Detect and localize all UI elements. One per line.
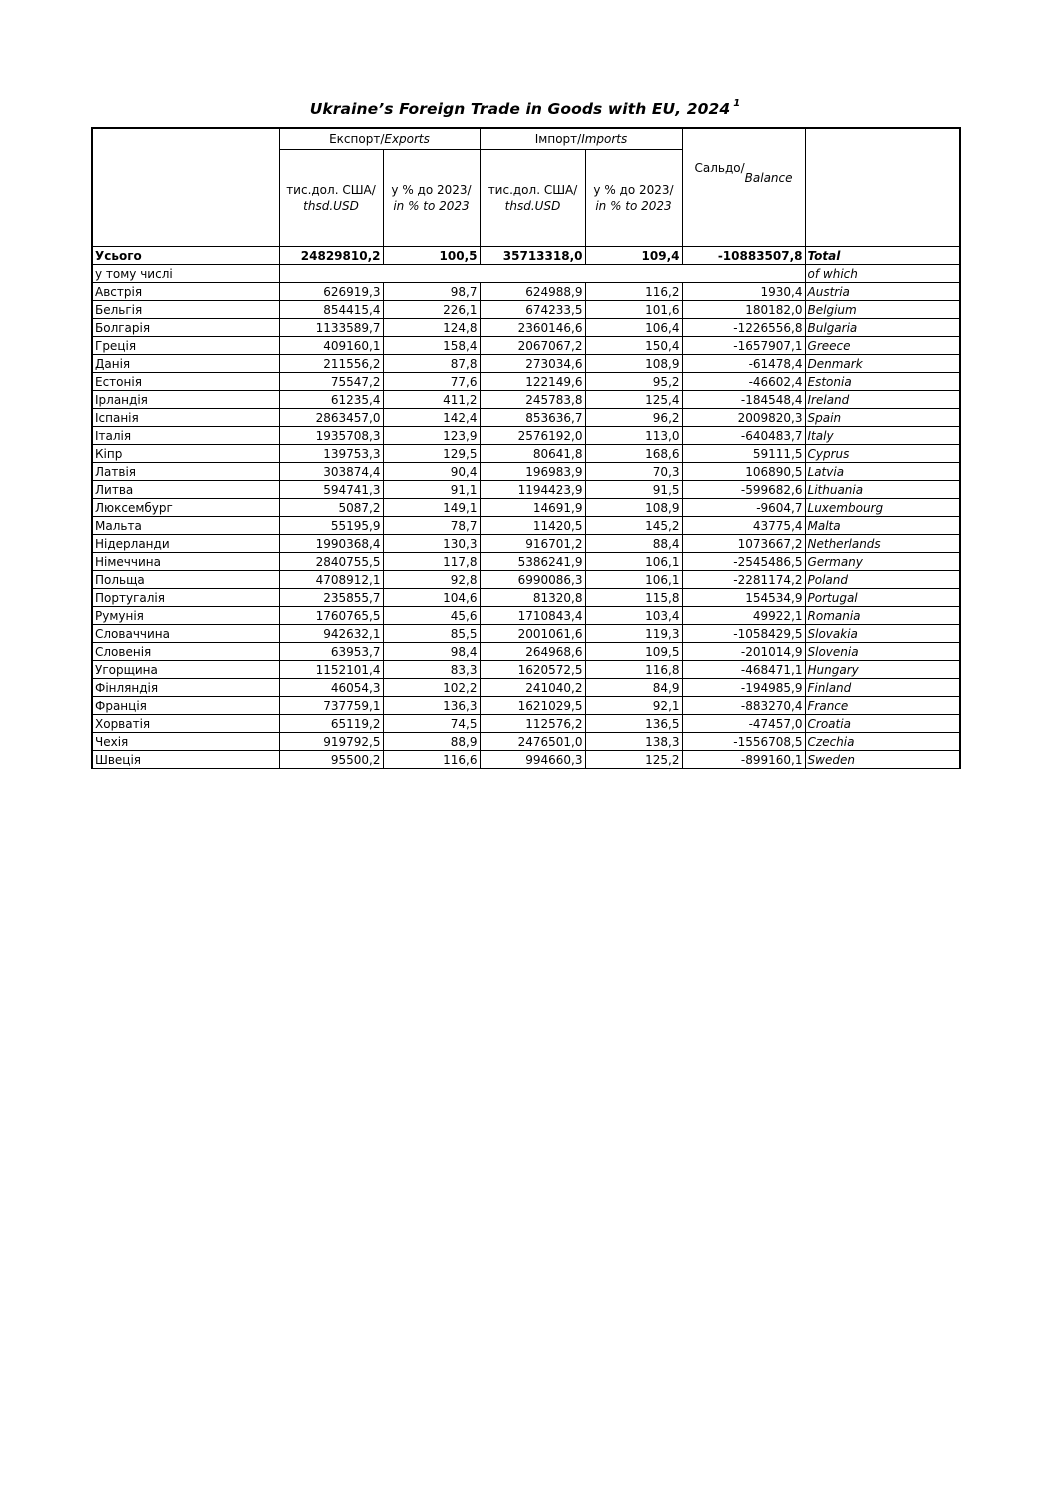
country-name-uk: Литва bbox=[92, 481, 279, 499]
export-usd: 61235,4 bbox=[279, 391, 383, 409]
export-usd: 65119,2 bbox=[279, 715, 383, 733]
page-title bbox=[91, 100, 959, 118]
table-row bbox=[92, 355, 960, 373]
import-usd: 994660,3 bbox=[480, 751, 585, 769]
header-export-usd-en: thsd.USD bbox=[303, 199, 359, 213]
table-row bbox=[92, 427, 960, 445]
table-row bbox=[92, 499, 960, 517]
balance: -2281174,2 bbox=[682, 571, 805, 589]
import-pct: 136,5 bbox=[585, 715, 682, 733]
export-usd: 854415,4 bbox=[279, 301, 383, 319]
country-name-en: Portugal bbox=[805, 589, 960, 607]
balance: -640483,7 bbox=[682, 427, 805, 445]
import-usd: 1621029,5 bbox=[480, 697, 585, 715]
table-row bbox=[92, 643, 960, 661]
country-name-uk: Хорватія bbox=[92, 715, 279, 733]
export-pct: 149,1 bbox=[383, 499, 480, 517]
export-usd: 63953,7 bbox=[279, 643, 383, 661]
table-row bbox=[92, 697, 960, 715]
country-name-en: Austria bbox=[805, 283, 960, 301]
table-row bbox=[92, 607, 960, 625]
import-pct: 125,4 bbox=[585, 391, 682, 409]
export-pct: 85,5 bbox=[383, 625, 480, 643]
import-usd: 1620572,5 bbox=[480, 661, 585, 679]
country-name-en: Spain bbox=[805, 409, 960, 427]
country-name-en: Greece bbox=[805, 337, 960, 355]
export-pct: 45,6 bbox=[383, 607, 480, 625]
country-name-en: Slovenia bbox=[805, 643, 960, 661]
country-name-en: Romania bbox=[805, 607, 960, 625]
country-name-uk: Франція bbox=[92, 697, 279, 715]
export-pct: 91,1 bbox=[383, 481, 480, 499]
export-pct: 116,6 bbox=[383, 751, 480, 769]
country-name-en: Estonia bbox=[805, 373, 960, 391]
balance: -883270,4 bbox=[682, 697, 805, 715]
balance: -1226556,8 bbox=[682, 319, 805, 337]
table-row bbox=[92, 661, 960, 679]
table-row bbox=[92, 625, 960, 643]
balance: -468471,1 bbox=[682, 661, 805, 679]
header-import-usd bbox=[480, 150, 585, 247]
country-name-uk: Нідерланди bbox=[92, 535, 279, 553]
import-pct: 116,2 bbox=[585, 283, 682, 301]
country-name-en: Finland bbox=[805, 679, 960, 697]
balance: -61478,4 bbox=[682, 355, 805, 373]
import-usd: 2067067,2 bbox=[480, 337, 585, 355]
import-usd: 674233,5 bbox=[480, 301, 585, 319]
header-exports bbox=[279, 128, 480, 150]
header-balance-uk: Сальдо/ bbox=[694, 160, 745, 175]
country-name-uk: Австрія bbox=[92, 283, 279, 301]
table-row bbox=[92, 751, 960, 769]
export-usd: 2863457,0 bbox=[279, 409, 383, 427]
import-pct: 101,6 bbox=[585, 301, 682, 319]
table-row bbox=[92, 283, 960, 301]
total-balance: -10883507,8 bbox=[682, 247, 805, 265]
import-pct: 108,9 bbox=[585, 499, 682, 517]
table-row bbox=[92, 571, 960, 589]
country-name-uk: Німеччина bbox=[92, 553, 279, 571]
export-usd: 594741,3 bbox=[279, 481, 383, 499]
country-name-en: Latvia bbox=[805, 463, 960, 481]
balance: 2009820,3 bbox=[682, 409, 805, 427]
country-name-en: Denmark bbox=[805, 355, 960, 373]
import-usd: 853636,7 bbox=[480, 409, 585, 427]
country-name-uk: Данія bbox=[92, 355, 279, 373]
country-name-en: France bbox=[805, 697, 960, 715]
export-pct: 87,8 bbox=[383, 355, 480, 373]
balance: 43775,4 bbox=[682, 517, 805, 535]
import-pct: 88,4 bbox=[585, 535, 682, 553]
balance: 106890,5 bbox=[682, 463, 805, 481]
export-pct: 77,6 bbox=[383, 373, 480, 391]
export-pct: 124,8 bbox=[383, 319, 480, 337]
country-name-uk: Мальта bbox=[92, 517, 279, 535]
header-export-pct-uk: у % до 2023/ bbox=[391, 183, 472, 197]
import-usd: 122149,6 bbox=[480, 373, 585, 391]
country-name-uk: Словаччина bbox=[92, 625, 279, 643]
import-usd: 81320,8 bbox=[480, 589, 585, 607]
import-usd: 245783,8 bbox=[480, 391, 585, 409]
export-pct: 92,8 bbox=[383, 571, 480, 589]
import-pct: 95,2 bbox=[585, 373, 682, 391]
import-usd: 14691,9 bbox=[480, 499, 585, 517]
table-row bbox=[92, 337, 960, 355]
balance: -2545486,5 bbox=[682, 553, 805, 571]
table-row bbox=[92, 301, 960, 319]
header-imports-uk: Імпорт/ bbox=[534, 132, 582, 146]
export-pct: 226,1 bbox=[383, 301, 480, 319]
import-usd: 241040,2 bbox=[480, 679, 585, 697]
export-pct: 83,3 bbox=[383, 661, 480, 679]
country-name-en: Croatia bbox=[805, 715, 960, 733]
country-name-uk: Бельгія bbox=[92, 301, 279, 319]
total-label-en: Total bbox=[805, 247, 960, 265]
header-row-top bbox=[92, 128, 960, 150]
country-name-uk: Латвія bbox=[92, 463, 279, 481]
balance: -46602,4 bbox=[682, 373, 805, 391]
export-usd: 55195,9 bbox=[279, 517, 383, 535]
header-export-pct-en: in % to 2023 bbox=[393, 199, 470, 213]
balance: -201014,9 bbox=[682, 643, 805, 661]
balance: -899160,1 bbox=[682, 751, 805, 769]
table-row bbox=[92, 517, 960, 535]
import-usd: 273034,6 bbox=[480, 355, 585, 373]
export-usd: 75547,2 bbox=[279, 373, 383, 391]
country-name-en: Bulgaria bbox=[805, 319, 960, 337]
import-pct: 96,2 bbox=[585, 409, 682, 427]
header-import-usd-uk: тис.дол. США/ bbox=[487, 183, 578, 197]
import-usd: 1710843,4 bbox=[480, 607, 585, 625]
table-row bbox=[92, 463, 960, 481]
table-row bbox=[92, 535, 960, 553]
export-usd: 1935708,3 bbox=[279, 427, 383, 445]
header-export-usd bbox=[279, 150, 383, 247]
table-row bbox=[92, 391, 960, 409]
import-pct: 125,2 bbox=[585, 751, 682, 769]
import-usd: 112576,2 bbox=[480, 715, 585, 733]
title-footnote: 1 bbox=[733, 98, 741, 109]
table-row bbox=[92, 553, 960, 571]
export-pct: 98,7 bbox=[383, 283, 480, 301]
import-pct: 106,4 bbox=[585, 319, 682, 337]
export-usd: 95500,2 bbox=[279, 751, 383, 769]
import-usd: 2001061,6 bbox=[480, 625, 585, 643]
import-pct: 84,9 bbox=[585, 679, 682, 697]
country-name-uk: Кіпр bbox=[92, 445, 279, 463]
header-export-usd-uk: тис.дол. США/ bbox=[286, 183, 376, 197]
country-name-en: Ireland bbox=[805, 391, 960, 409]
export-pct: 142,4 bbox=[383, 409, 480, 427]
table-row bbox=[92, 319, 960, 337]
export-pct: 98,4 bbox=[383, 643, 480, 661]
balance: 49922,1 bbox=[682, 607, 805, 625]
export-usd: 1133589,7 bbox=[279, 319, 383, 337]
country-name-uk: Ірландія bbox=[92, 391, 279, 409]
header-import-pct-uk: у % до 2023/ bbox=[593, 183, 674, 197]
export-usd: 139753,3 bbox=[279, 445, 383, 463]
total-label-uk: Усього bbox=[92, 247, 279, 265]
export-pct: 117,8 bbox=[383, 553, 480, 571]
import-pct: 168,6 bbox=[585, 445, 682, 463]
export-usd: 46054,3 bbox=[279, 679, 383, 697]
export-pct: 123,9 bbox=[383, 427, 480, 445]
of-which-label-en: of which bbox=[805, 265, 960, 283]
balance: 1930,4 bbox=[682, 283, 805, 301]
country-name-en: Lithuania bbox=[805, 481, 960, 499]
import-pct: 106,1 bbox=[585, 571, 682, 589]
export-usd: 4708912,1 bbox=[279, 571, 383, 589]
header-import-pct bbox=[585, 150, 682, 247]
balance: -9604,7 bbox=[682, 499, 805, 517]
export-pct: 74,5 bbox=[383, 715, 480, 733]
import-usd: 196983,9 bbox=[480, 463, 585, 481]
import-pct: 115,8 bbox=[585, 589, 682, 607]
country-name-en: Cyprus bbox=[805, 445, 960, 463]
import-usd: 1194423,9 bbox=[480, 481, 585, 499]
header-export-pct bbox=[383, 150, 480, 247]
country-name-uk: Болгарія bbox=[92, 319, 279, 337]
country-name-en: Belgium bbox=[805, 301, 960, 319]
table-row bbox=[92, 589, 960, 607]
table-row bbox=[92, 715, 960, 733]
title-text: Ukraine’s Foreign Trade in Goods with EU, 2024 bbox=[309, 100, 731, 119]
import-usd: 624988,9 bbox=[480, 283, 585, 301]
table-row bbox=[92, 481, 960, 499]
balance: -1657907,1 bbox=[682, 337, 805, 355]
country-name-en: Netherlands bbox=[805, 535, 960, 553]
table-row bbox=[92, 409, 960, 427]
import-usd: 2360146,6 bbox=[480, 319, 585, 337]
balance: -184548,4 bbox=[682, 391, 805, 409]
balance: -47457,0 bbox=[682, 715, 805, 733]
header-balance-en: Balance bbox=[744, 170, 793, 185]
export-pct: 129,5 bbox=[383, 445, 480, 463]
import-pct: 113,0 bbox=[585, 427, 682, 445]
country-name-uk: Фінляндія bbox=[92, 679, 279, 697]
export-usd: 211556,2 bbox=[279, 355, 383, 373]
total-export-pct: 100,5 bbox=[383, 247, 480, 265]
export-usd: 5087,2 bbox=[279, 499, 383, 517]
export-usd: 737759,1 bbox=[279, 697, 383, 715]
import-pct: 109,5 bbox=[585, 643, 682, 661]
table-row bbox=[92, 679, 960, 697]
import-pct: 92,1 bbox=[585, 697, 682, 715]
balance: -194985,9 bbox=[682, 679, 805, 697]
country-name-uk: Угорщина bbox=[92, 661, 279, 679]
total-import-pct: 109,4 bbox=[585, 247, 682, 265]
import-pct: 108,9 bbox=[585, 355, 682, 373]
import-usd: 2576192,0 bbox=[480, 427, 585, 445]
import-pct: 103,4 bbox=[585, 607, 682, 625]
of-which-blank bbox=[279, 265, 805, 283]
country-name-en: Italy bbox=[805, 427, 960, 445]
header-import-pct-en: in % to 2023 bbox=[595, 199, 672, 213]
country-name-uk: Швеція bbox=[92, 751, 279, 769]
import-pct: 150,4 bbox=[585, 337, 682, 355]
country-name-uk: Люксембург bbox=[92, 499, 279, 517]
country-name-uk: Греція bbox=[92, 337, 279, 355]
header-imports bbox=[480, 128, 682, 150]
total-import-usd: 35713318,0 bbox=[480, 247, 585, 265]
country-name-uk: Чехія bbox=[92, 733, 279, 751]
table-row bbox=[92, 733, 960, 751]
import-pct: 70,3 bbox=[585, 463, 682, 481]
header-country-uk-cell bbox=[92, 128, 279, 247]
country-name-uk: Естонія bbox=[92, 373, 279, 391]
export-usd: 303874,4 bbox=[279, 463, 383, 481]
export-usd: 1152101,4 bbox=[279, 661, 383, 679]
import-pct: 91,5 bbox=[585, 481, 682, 499]
import-pct: 145,2 bbox=[585, 517, 682, 535]
export-usd: 942632,1 bbox=[279, 625, 383, 643]
import-usd: 5386241,9 bbox=[480, 553, 585, 571]
balance: 154534,9 bbox=[682, 589, 805, 607]
import-usd: 2476501,0 bbox=[480, 733, 585, 751]
export-usd: 626919,3 bbox=[279, 283, 383, 301]
country-name-uk: Словенія bbox=[92, 643, 279, 661]
of-which-row bbox=[92, 265, 960, 283]
table-row bbox=[92, 373, 960, 391]
export-usd: 235855,7 bbox=[279, 589, 383, 607]
country-name-en: Malta bbox=[805, 517, 960, 535]
balance: -1058429,5 bbox=[682, 625, 805, 643]
table-row bbox=[92, 445, 960, 463]
import-pct: 106,1 bbox=[585, 553, 682, 571]
country-name-uk: Іспанія bbox=[92, 409, 279, 427]
balance: 180182,0 bbox=[682, 301, 805, 319]
export-usd: 409160,1 bbox=[279, 337, 383, 355]
export-pct: 90,4 bbox=[383, 463, 480, 481]
country-name-en: Hungary bbox=[805, 661, 960, 679]
import-usd: 6990086,3 bbox=[480, 571, 585, 589]
export-pct: 102,2 bbox=[383, 679, 480, 697]
balance: 1073667,2 bbox=[682, 535, 805, 553]
total-row bbox=[92, 247, 960, 265]
balance: 59111,5 bbox=[682, 445, 805, 463]
header-exports-en: Exports bbox=[384, 132, 430, 146]
country-name-uk: Румунія bbox=[92, 607, 279, 625]
header-imports-en: Imports bbox=[581, 132, 628, 146]
header-country-en-cell bbox=[805, 128, 960, 247]
country-name-en: Czechia bbox=[805, 733, 960, 751]
export-usd: 1990368,4 bbox=[279, 535, 383, 553]
import-usd: 264968,6 bbox=[480, 643, 585, 661]
import-pct: 138,3 bbox=[585, 733, 682, 751]
export-pct: 158,4 bbox=[383, 337, 480, 355]
country-name-uk: Португалія bbox=[92, 589, 279, 607]
export-usd: 1760765,5 bbox=[279, 607, 383, 625]
of-which-label-uk: у тому числі bbox=[92, 265, 279, 283]
export-pct: 78,7 bbox=[383, 517, 480, 535]
import-usd: 916701,2 bbox=[480, 535, 585, 553]
country-name-uk: Італія bbox=[92, 427, 279, 445]
import-usd: 80641,8 bbox=[480, 445, 585, 463]
export-pct: 136,3 bbox=[383, 697, 480, 715]
header-balance bbox=[682, 128, 805, 247]
total-export-usd: 24829810,2 bbox=[279, 247, 383, 265]
balance: -1556708,5 bbox=[682, 733, 805, 751]
header-exports-uk: Експорт/ bbox=[329, 132, 385, 146]
country-name-en: Sweden bbox=[805, 751, 960, 769]
export-usd: 919792,5 bbox=[279, 733, 383, 751]
import-usd: 11420,5 bbox=[480, 517, 585, 535]
import-pct: 119,3 bbox=[585, 625, 682, 643]
trade-table bbox=[91, 127, 961, 769]
export-usd: 2840755,5 bbox=[279, 553, 383, 571]
country-name-en: Germany bbox=[805, 553, 960, 571]
export-pct: 104,6 bbox=[383, 589, 480, 607]
country-name-en: Poland bbox=[805, 571, 960, 589]
header-import-usd-en: thsd.USD bbox=[504, 199, 561, 213]
balance: -599682,6 bbox=[682, 481, 805, 499]
export-pct: 88,9 bbox=[383, 733, 480, 751]
country-name-uk: Польща bbox=[92, 571, 279, 589]
country-name-en: Luxembourg bbox=[805, 499, 960, 517]
export-pct: 130,3 bbox=[383, 535, 480, 553]
country-name-en: Slovakia bbox=[805, 625, 960, 643]
import-pct: 116,8 bbox=[585, 661, 682, 679]
export-pct: 411,2 bbox=[383, 391, 480, 409]
